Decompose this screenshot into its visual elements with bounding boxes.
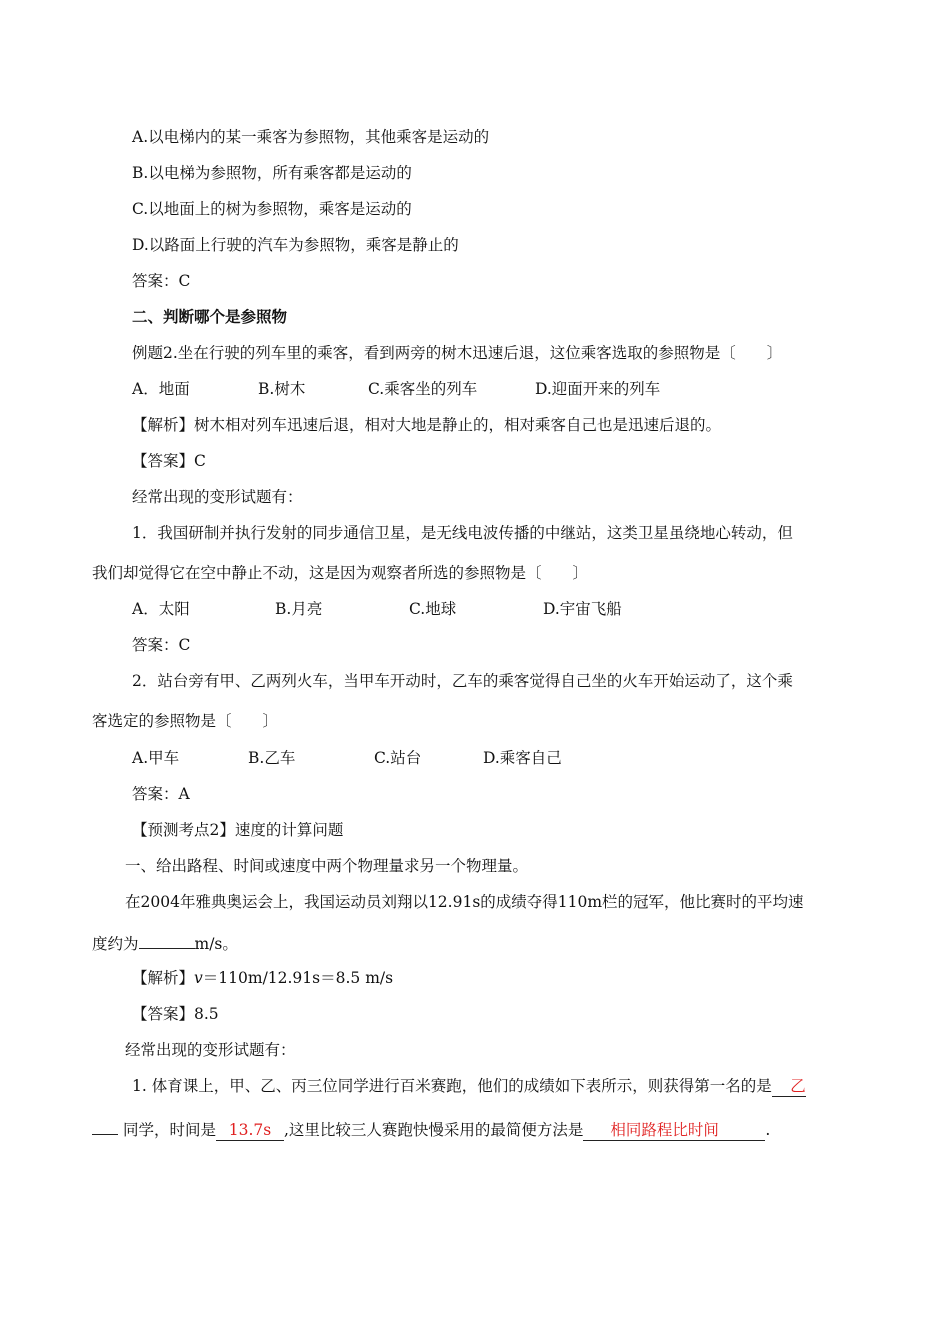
section2-title: 二、判断哪个是参照物: [132, 307, 288, 326]
v3-stem-line2: [92, 1118, 770, 1141]
v3-stem-text-b: ,这里比较三人赛跑快慢采用的最简便方法是: [283, 1121, 584, 1139]
v2-option-c: C.站台: [374, 749, 422, 767]
v3-stem-text: 1. 体育课上，甲、乙、丙三位同学进行百米赛跑，他们的成绩如下表所示，则获得第一名的是: [132, 1077, 772, 1095]
v1-stem-line1: 1．我国研制并执行发射的同步通信卫星，是无线电波传播的中继站，这类卫星虽绕地心转动，但: [132, 524, 793, 542]
v1-answer: 答案：C: [132, 636, 191, 654]
example3-stem-prefix: 度约为: [92, 935, 139, 953]
example3-stem-suffix: m/s。: [194, 935, 238, 953]
q1-option-a: A.以电梯内的某一乘客为参照物，其他乘客是运动的: [132, 128, 490, 146]
q1-answer: 答案：C: [132, 272, 191, 290]
example2-answer: 【答案】C: [132, 452, 206, 470]
example3-analysis: [132, 968, 393, 988]
analysis-label: 【解析】: [132, 969, 195, 987]
v1-option-c: C.地球: [409, 600, 457, 618]
q1-option-d: D.以路面上行驶的汽车为参照物，乘客是静止的: [132, 236, 459, 254]
example2-analysis: 【解析】树木相对列车迅速后退，相对大地是静止的，相对乘客自己也是迅速后退的。: [132, 416, 722, 434]
v1-options: [132, 599, 622, 619]
analysis-formula: ＝110m/12.91s＝8.5 m/s: [202, 969, 394, 987]
v2-stem-line2: 客选定的参照物是〔 〕: [92, 712, 279, 730]
example3-answer: 【答案】8.5: [132, 1005, 219, 1023]
example2-option-c: C.乘客坐的列车: [368, 380, 478, 398]
point2-subtitle: 一、给出路程、时间或速度中两个物理量求另一个物理量。: [125, 857, 529, 875]
answer-fill-1: 乙: [772, 1076, 806, 1097]
v3-stem-text-a: 同学，时间是: [122, 1121, 216, 1139]
example3-stem-line2: [92, 932, 238, 954]
v2-option-d: D.乘客自己: [483, 749, 562, 767]
variants-intro-1: 经常出现的变形试题有：: [132, 488, 303, 506]
answer-fill-1-continuation: [92, 1118, 118, 1135]
example2-stem: 例题2.坐在行驶的列车里的乘客，看到两旁的树木迅速后退，这位乘客选取的参照物是〔 〕: [132, 344, 783, 362]
example2-options: [132, 379, 660, 399]
point2-title: 【预测考点2】速度的计算问题: [132, 821, 344, 839]
v3-stem-line1: [132, 1076, 806, 1097]
answer-fill-3: [583, 1120, 765, 1141]
v1-stem-line2: 我们却觉得它在空中静止不动，这是因为观察者所选的参照物是〔 〕: [92, 564, 589, 582]
v2-answer: 答案：A: [132, 785, 190, 803]
v2-option-b: B.乙车: [248, 749, 296, 767]
v2-stem-line1: 2．站台旁有甲、乙两列火车，当甲车开动时，乙车的乘客觉得自己坐的火车开始运动了，这个乘: [132, 672, 793, 690]
q1-option-b: B.以电梯为参照物，所有乘客都是运动的: [132, 164, 412, 182]
q1-option-c: C.以地面上的树为参照物，乘客是运动的: [132, 200, 412, 218]
example2-option-a: A．地面: [132, 380, 190, 398]
answer-fill-3-text: 相同路程比时间: [610, 1121, 719, 1139]
v1-option-a: A．太阳: [132, 600, 190, 618]
example2-option-b: B.树木: [258, 380, 306, 398]
answer-blank: [139, 932, 195, 949]
velocity-symbol: v: [194, 969, 203, 987]
v2-option-a: A.甲车: [132, 749, 180, 767]
v1-option-b: B.月亮: [275, 600, 323, 618]
variants-intro-2: 经常出现的变形试题有：: [125, 1041, 296, 1059]
example2-option-d: D.迎面开来的列车: [535, 380, 661, 398]
v2-options: [132, 748, 562, 768]
example3-stem-line1: 在2004年雅典奥运会上，我国运动员刘翔以12.91s的成绩夺得110m栏的冠军，他比赛时的平均速: [125, 893, 804, 911]
v3-stem-end: .: [765, 1121, 771, 1139]
answer-fill-2: 13.7s: [216, 1120, 284, 1141]
v1-option-d: D.宇宙飞船: [543, 600, 622, 618]
